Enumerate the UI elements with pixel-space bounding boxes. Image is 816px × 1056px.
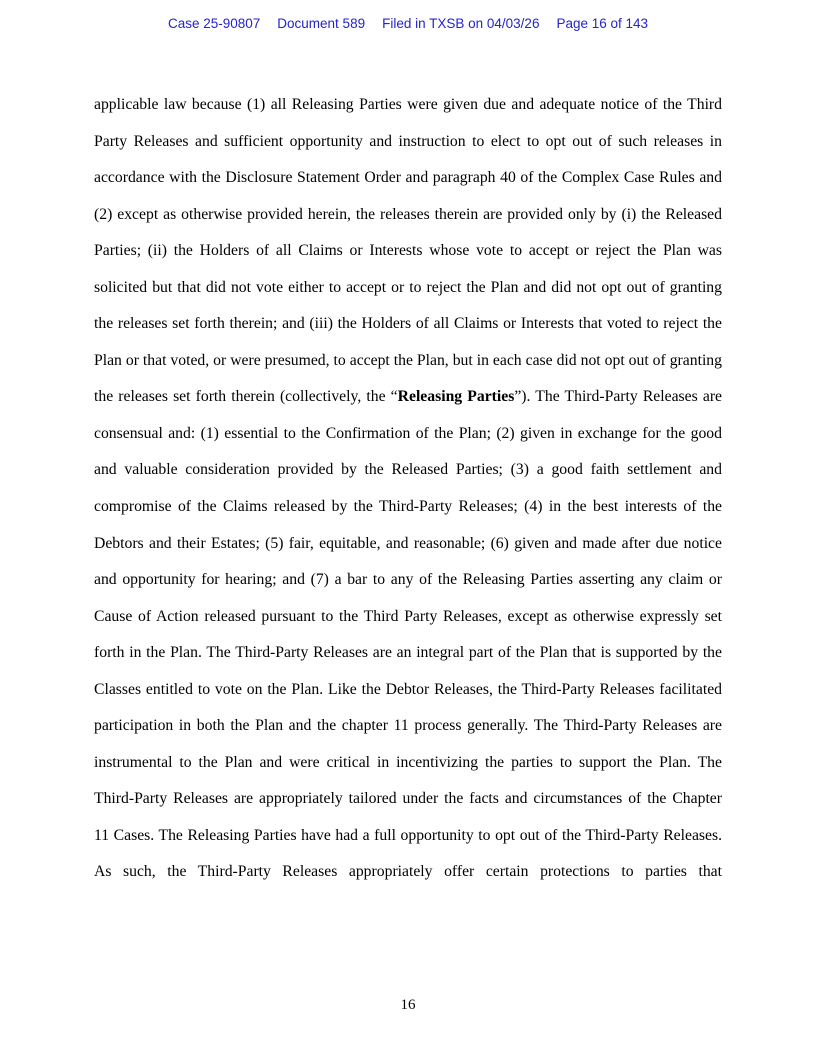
- body-line-pre: the releases set forth therein (collectively, the “: [94, 388, 398, 406]
- body-line: instrumental to the Plan and were critical in incentivizing the parties to support the Plan. The: [94, 753, 722, 771]
- filing-info: Filed in TXSB on 04/03/26: [382, 16, 540, 31]
- body-line: consensual and: (1) essential to the Confirmation of the Plan; (2) given in exchange for the good: [94, 424, 722, 442]
- body-line: Classes entitled to vote on the Plan. Like the Debtor Releases, the Third-Party Releases facilitated: [94, 680, 722, 698]
- body-line: solicited but that did not vote either to accept or to reject the Plan and did not opt out of granting: [94, 278, 722, 296]
- body-line: accordance with the Disclosure Statement Order and paragraph 40 of the Complex Case Rules and: [94, 169, 722, 187]
- body-line: Third-Party Releases are appropriately tailored under the facts and circumstances of the Chapter: [94, 790, 722, 808]
- document-body: [94, 87, 722, 891]
- body-line: 11 Cases. The Releasing Parties have had a full opportunity to opt out of the Third-Party Releases.: [94, 826, 722, 844]
- body-line: Debtors and their Estates; (5) fair, equitable, and reasonable; (6) given and made after due notice: [94, 534, 722, 552]
- body-line: compromise of the Claims released by the Third-Party Releases; (4) in the best interests of the: [94, 498, 722, 516]
- page-count: Page 16 of 143: [556, 16, 649, 31]
- page-number: 16: [400, 997, 416, 1013]
- body-line-post: ”). The Third-Party Releases are: [514, 388, 723, 406]
- body-line: and valuable consideration provided by the Released Parties; (3) a good faith settlement and: [94, 461, 722, 479]
- body-line: Parties; (ii) the Holders of all Claims or Interests whose vote to accept or reject the Plan was: [94, 242, 722, 260]
- body-line: As such, the Third-Party Releases appropriately offer certain protections to parties that: [94, 863, 722, 881]
- body-line: (2) except as otherwise provided herein, the releases therein are provided only by (i) the Released: [94, 205, 722, 223]
- defined-term-releasing-parties: Releasing Parties: [397, 388, 515, 406]
- case-number: Case 25-90807: [167, 16, 261, 31]
- body-line: Plan or that voted, or were presumed, to accept the Plan, but in each case did not opt out of granting: [94, 351, 722, 369]
- body-line: the releases set forth therein; and (iii) the Holders of all Claims or Interests that voted to reject the: [94, 315, 722, 333]
- case-stamp-header: [0, 16, 816, 31]
- body-line: Cause of Action released pursuant to the Third Party Releases, except as otherwise expressly set: [94, 607, 722, 625]
- body-line-with-defined-term: [94, 379, 722, 416]
- body-line: forth in the Plan. The Third-Party Releases are an integral part of the Plan that is supported by the: [94, 644, 722, 662]
- body-line: and opportunity for hearing; and (7) a bar to any of the Releasing Parties asserting any claim or: [94, 571, 722, 589]
- document-number: Document 589: [277, 16, 366, 31]
- body-line: applicable law because (1) all Releasing Parties were given due and adequate notice of the Third: [94, 96, 722, 113]
- body-line: Party Releases and sufficient opportunity and instruction to elect to opt out of such releases in: [94, 132, 722, 150]
- body-line: participation in both the Plan and the chapter 11 process generally. The Third-Party Releases are: [94, 717, 722, 735]
